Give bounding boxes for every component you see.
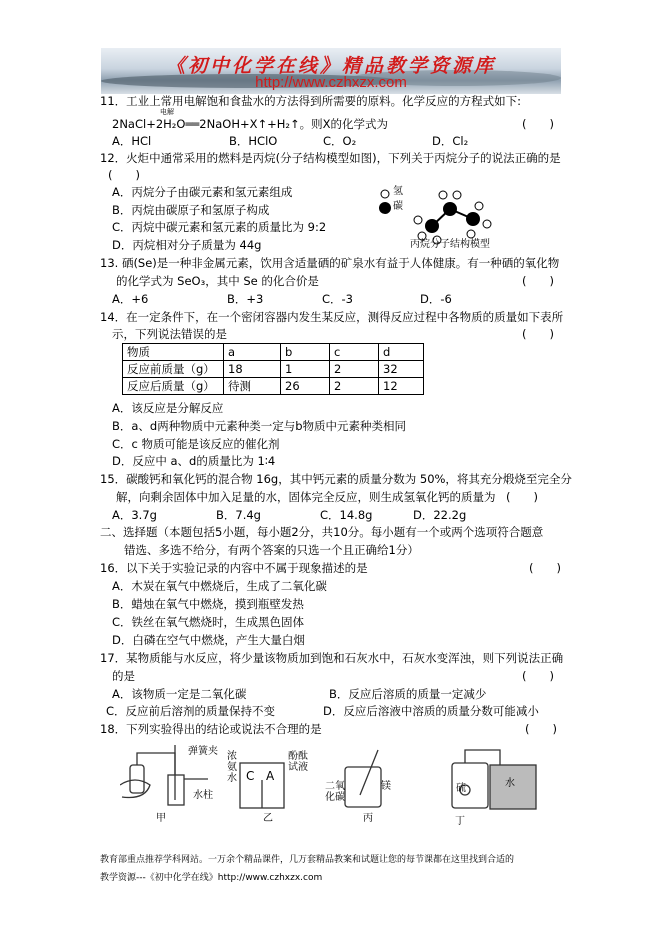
label-water-column: 水柱: [193, 790, 213, 801]
carbon-legend-icon: [379, 202, 391, 214]
option: B．蜡烛在氧气中燃烧，摸到瓶壁发热: [112, 597, 304, 611]
q14-stem2: 示，下列说法错误的是: [112, 327, 227, 341]
answer-paren: ( ): [506, 490, 538, 504]
option: C．14.8g: [320, 508, 373, 522]
experiment-figures: [120, 745, 540, 815]
answer-paren: ( ): [522, 117, 554, 131]
apparatus-bing: [345, 750, 381, 807]
option: B．7.4g: [216, 508, 261, 522]
label-water: 水: [505, 778, 515, 789]
hydrogen-legend-icon: [381, 190, 389, 198]
label-phenolphthalein: 酚酞试液: [288, 751, 308, 773]
label-spring-clip: 弹簧夹: [188, 746, 218, 757]
figure-label-jia: 甲: [156, 813, 166, 824]
legend-hydrogen: 氢: [393, 186, 403, 197]
table-cell: 18: [224, 361, 281, 378]
option: B．丙烷由碳原子和氢原子构成: [112, 203, 270, 217]
label-ammonia: 浓氨水: [227, 751, 237, 784]
option: A．该反应是分解反应: [112, 401, 224, 415]
figure-caption: 丙烷分子结构模型: [410, 239, 490, 250]
table-cell: 26: [281, 378, 330, 395]
q16-stem: 16．以下关于实验记录的内容中不属于现象描述的是: [100, 561, 368, 575]
footer-line: 教育部重点推荐学科网站。一万余个精品课件，几万套精品教案和试题让您的每节课都在这里找到合适的: [100, 855, 515, 865]
q17-stem: 17．某物质能与水反应，将少量该物质加到饱和石灰水中，石灰水变浑浊，则下列说法正确: [100, 651, 564, 665]
q14-stem: 14．在一定条件下，在一个密闭容器内发生某反应，测得反应过程中各物质的质量如下表所: [100, 310, 564, 324]
carbon-atom: [466, 212, 480, 226]
answer-paren: ( ): [529, 561, 561, 575]
label-beaker-c: C: [246, 769, 255, 783]
option: D．反应后溶液中溶质的质量分数可能减小: [323, 704, 539, 718]
option: C．铁丝在氧气燃烧时，生成黑色固体: [112, 615, 305, 629]
option: B．HClO: [229, 134, 278, 148]
answer-paren: ( ): [525, 722, 557, 736]
table-row: [123, 361, 424, 378]
table-cell: 反应后质量（g）: [123, 378, 224, 395]
option: D．22.2g: [413, 508, 467, 522]
figure-label-bing: 丙: [363, 813, 373, 824]
q13-stem: 13. 硒(Se)是一种非金属元素，饮用含适量硒的矿泉水有益于人体健康。有一种硒的氧化物: [100, 256, 560, 270]
banner-url[interactable]: http://www.czhxzx.com: [255, 74, 407, 91]
q18-stem: 18．下列实验得出的结论或说法不合理的是: [100, 722, 322, 736]
equation-condition: 电解: [160, 108, 174, 116]
table-cell: 物质: [123, 344, 224, 361]
option: C．O₂: [323, 134, 357, 148]
option: C．c 物质可能是该反应的催化剂: [112, 437, 280, 451]
mass-table: [122, 343, 424, 395]
option: A．HCl: [112, 134, 152, 148]
figure-label-yi: 乙: [263, 813, 273, 824]
option: C．-3: [322, 292, 353, 306]
option: D．白磷在空气中燃烧，产生大量白烟: [112, 633, 305, 647]
option: D．-6: [420, 292, 452, 306]
answer-paren: ( ): [522, 327, 554, 341]
table-cell: d: [379, 344, 424, 361]
table-row: [123, 378, 424, 395]
label-magnesium: 镁: [381, 781, 391, 792]
option: B．a、d两种物质中元素种类一定与b物质中元素种类相同: [112, 419, 407, 433]
option: C．反应前后溶剂的质量保持不变: [106, 704, 276, 718]
table-cell: b: [281, 344, 330, 361]
label-co2: 二氧化碳: [325, 781, 345, 803]
table-row: [123, 344, 424, 361]
footer-line: 教学资源---《初中化学在线》http://www.czhxzx.com: [100, 873, 323, 883]
table-cell: c: [330, 344, 379, 361]
figure-label-ding: 丁: [455, 816, 465, 827]
banner-title: 《初中化学在线》精品教学资源库: [165, 55, 496, 77]
q15-stem: 15．碳酸钙和氧化钙的混合物 16g，其中钙元素的质量分数为 50%，将其充分煅烧至完全分: [100, 472, 572, 486]
table-cell: 2: [330, 378, 379, 395]
table-cell: 1: [281, 361, 330, 378]
q13-stem2: 的化学式为 SeO₃，其中 Se 的化合价是: [116, 274, 319, 288]
q12-stem: 12．火炬中通常采用的燃料是丙烷(分子结构模型如图)，下列关于丙烷分子的说法正确的是: [100, 151, 561, 165]
option: C．丙烷中碳元素和氢元素的质量比为 9:2: [112, 220, 327, 234]
label-sulfur: 硫: [456, 783, 466, 794]
table-cell: 2: [330, 361, 379, 378]
answer-paren: ( ): [108, 168, 140, 182]
section-note: 错选、多选不给分，有两个答案的只选一个且正确给1分）: [124, 543, 419, 557]
q11-stem: 11．工业上常用电解饱和食盐水的方法得到所需要的原料。化学反应的方程式如下:: [100, 94, 522, 108]
option: B．反应后溶质的质量一定减少: [329, 687, 487, 701]
carbon-atom: [425, 219, 439, 233]
option: A．+6: [112, 292, 149, 306]
table-cell: a: [224, 344, 281, 361]
table-cell: 反应前质量（g）: [123, 361, 224, 378]
carbon-atom: [443, 202, 457, 216]
option: A．丙烷分子由碳元素和氢元素组成: [112, 185, 293, 199]
option: B．+3: [227, 292, 264, 306]
legend-carbon: 碳: [393, 201, 403, 212]
option: D．反应中 a、d的质量比为 1∶4: [112, 454, 276, 468]
apparatus-ding: [452, 750, 536, 809]
table-cell: 待测: [224, 378, 281, 395]
option: A．木炭在氧气中燃烧后，生成了二氧化碳: [112, 579, 327, 593]
option: A．该物质一定是二氧化碳: [112, 687, 247, 701]
label-beaker-a: A: [266, 769, 275, 783]
table-cell: 12: [379, 378, 424, 395]
q15-stem2: 解，向剩余固体中加入足量的水，固体完全反应，则生成氢氧化钙的质量为: [116, 490, 496, 504]
option: A．3.7g: [112, 508, 157, 522]
section-heading: 二、选择题（本题包括5小题，每小题2分，共10分。每小题有一个或两个选项符合题意: [100, 525, 544, 539]
table-cell: 32: [379, 361, 424, 378]
option: D．丙烷相对分子质量为 44g: [112, 238, 262, 252]
q11-equation: 2NaCl+2H₂O══2NaOH+X↑+H₂↑。则X的化学式为: [112, 117, 389, 131]
answer-paren: ( ): [522, 274, 554, 288]
site-banner: [101, 48, 561, 94]
option: D．Cl₂: [432, 134, 469, 148]
answer-paren: ( ): [522, 669, 554, 683]
q17-stem2: 的是: [112, 669, 135, 683]
